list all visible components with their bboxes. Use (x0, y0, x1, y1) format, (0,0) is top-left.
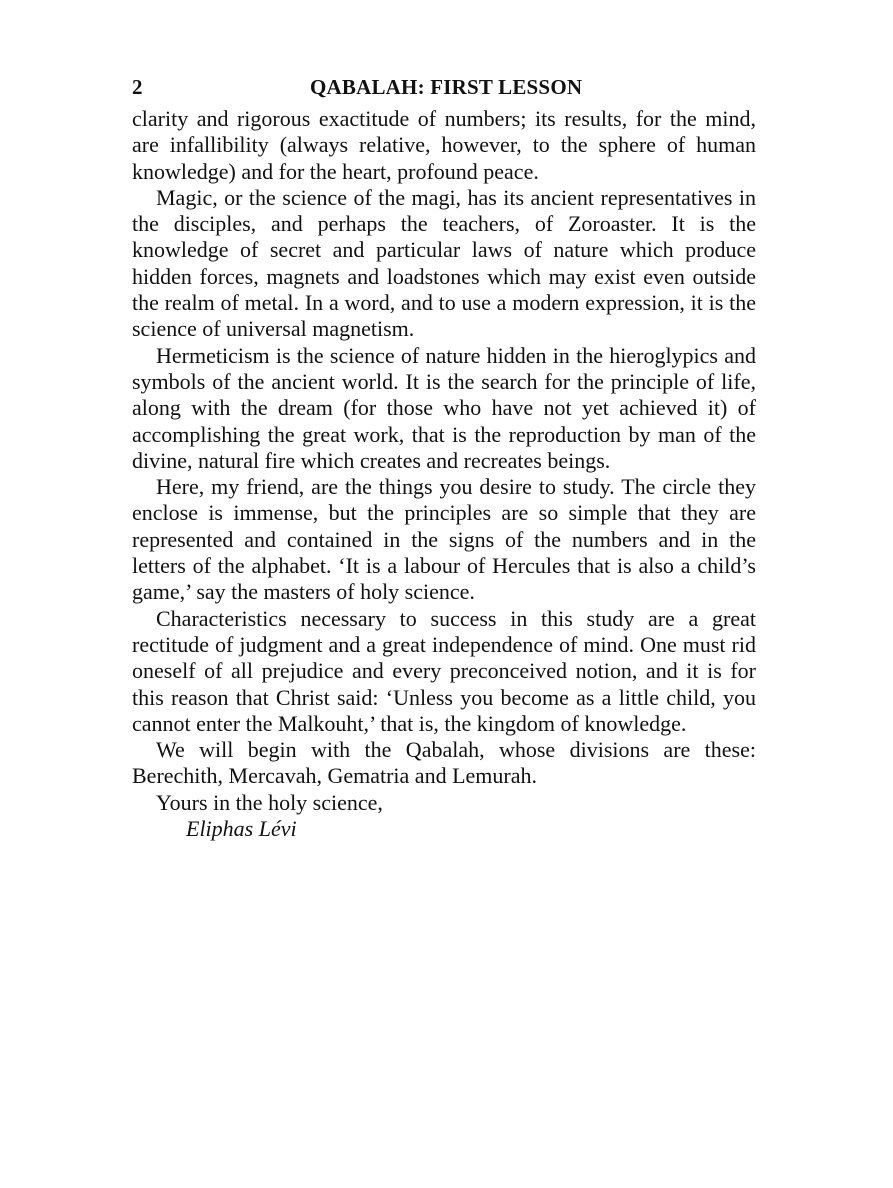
body-text (132, 106, 756, 842)
letter-closing: Yours in the holy science, (156, 789, 383, 815)
paragraph-qabalah-divisions: We will begin with the Qabalah, whose divisions are these: Berechith, Mercavah, Gematria and Lemurah. (132, 737, 756, 789)
running-head: QABALAH: FIRST LESSON (310, 75, 583, 99)
paragraph-continuation: clarity and rigorous exactitude of numbers; its results, for the mind, are infallibility (always relative, however, to the sphere of human knowledge) and for the heart, profound peace. (132, 106, 756, 184)
paragraph-characteristics: Characteristics necessary to success in this study are a great rectitude of judgment and a great independence of mind. One must rid oneself of all prejudice and every preconceived notion, and it is for this reason that Christ said: ‘Unless you become as a little child, you cannot enter the Malkouht,’ that is, the kingdom of knowledge. (132, 605, 756, 736)
paragraph-study: Here, my friend, are the things you desire to study. The circle they enclose is immense, but the principles are so simple that they are represented and contained in the signs of the numbers and in the letters of the alphabet. ‘It is a labour of Hercules that is also a child’s game,’ say the masters of holy science. (132, 474, 756, 605)
paragraph-magic: Magic, or the science of the magi, has its ancient representatives in the disciples, and perhaps the teachers, of Zoroaster. It is the knowledge of secret and particular laws of nature which produce hidden forces, magnets and loadstones which may exist even outside the realm of metal. In a word, and to use a modern expression, it is the science of universal magnetism. (132, 184, 756, 342)
book-page (132, 70, 756, 842)
signature: Eliphas Lévi (186, 816, 297, 842)
paragraph-hermeticism: Hermeticism is the science of nature hidden in the hieroglypics and symbols of the ancient world. It is the search for the principle of life, along with the dream (for those who have not yet achieved it) of accomplishing the great work, that is the reproduction by man of the divine, natural fire which creates and recreates beings. (132, 342, 756, 473)
page-header (132, 70, 756, 104)
page-number: 2 (132, 75, 143, 99)
